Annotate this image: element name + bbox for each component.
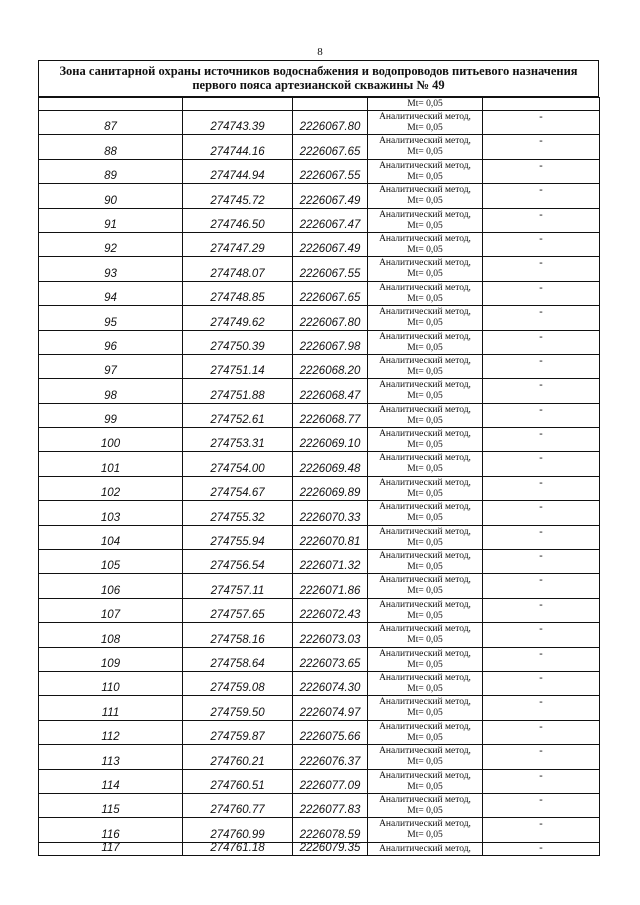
method-cell bbox=[368, 745, 483, 769]
method-accuracy: Mt= 0,05 bbox=[407, 610, 443, 621]
method-accuracy: Mt= 0,05 bbox=[407, 513, 443, 524]
x-coordinate: 274757.65 bbox=[183, 598, 293, 622]
method-accuracy: Mt= 0,05 bbox=[407, 586, 443, 597]
y-coordinate: 2226067.49 bbox=[293, 184, 368, 208]
y-coordinate: 2226067.65 bbox=[293, 281, 368, 305]
method-name: Аналитический метод, bbox=[379, 355, 471, 366]
method-cell bbox=[368, 184, 483, 208]
x-coordinate: 274751.88 bbox=[183, 379, 293, 403]
table-row bbox=[39, 379, 600, 403]
method-cell bbox=[368, 525, 483, 549]
x-coordinate: 274760.99 bbox=[183, 818, 293, 842]
table-row bbox=[39, 720, 600, 744]
point-number: 98 bbox=[39, 379, 183, 403]
description-dash: - bbox=[483, 111, 600, 135]
method-accuracy: Mt= 0,05 bbox=[407, 635, 443, 646]
x-coordinate: 274759.87 bbox=[183, 720, 293, 744]
method-accuracy: Mt= 0,05 bbox=[407, 318, 443, 329]
method-name: Аналитический метод, bbox=[379, 599, 471, 610]
method-cell bbox=[368, 306, 483, 330]
table-row bbox=[39, 452, 600, 476]
description-dash: - bbox=[483, 769, 600, 793]
point-number: 100 bbox=[39, 428, 183, 452]
description-dash: - bbox=[483, 306, 600, 330]
point-number: 89 bbox=[39, 159, 183, 183]
method-cell bbox=[368, 501, 483, 525]
y-coordinate: 2226073.65 bbox=[293, 647, 368, 671]
y-coordinate: 2226067.49 bbox=[293, 232, 368, 256]
table-row bbox=[39, 793, 600, 817]
y-coordinate: 2226067.98 bbox=[293, 330, 368, 354]
x-coordinate: 274758.64 bbox=[183, 647, 293, 671]
x-coordinate: 274756.54 bbox=[183, 550, 293, 574]
description-dash: - bbox=[483, 379, 600, 403]
table-row bbox=[39, 306, 600, 330]
y-coordinate: 2226075.66 bbox=[293, 720, 368, 744]
method-accuracy: Mt= 0,05 bbox=[407, 269, 443, 280]
table-row bbox=[39, 550, 600, 574]
method-accuracy: Mt= 0,05 bbox=[407, 757, 443, 768]
x-coordinate: 274760.21 bbox=[183, 745, 293, 769]
method-accuracy: Mt= 0,05 bbox=[407, 293, 443, 304]
point-number: 103 bbox=[39, 501, 183, 525]
method-accuracy: Mt= 0,05 bbox=[407, 123, 443, 133]
table-row bbox=[39, 769, 600, 793]
x-coordinate: 274753.31 bbox=[183, 428, 293, 452]
description-dash: - bbox=[483, 184, 600, 208]
table-row-last bbox=[39, 842, 600, 855]
x-coordinate: 274743.39 bbox=[183, 111, 293, 135]
method-accuracy: Mt= 0,05 bbox=[407, 781, 443, 792]
method-name: Аналитический метод, bbox=[379, 721, 471, 732]
x-coordinate: 274744.16 bbox=[183, 135, 293, 159]
table-row bbox=[39, 501, 600, 525]
method-name: Аналитический метод, bbox=[379, 502, 471, 513]
point-number: 87 bbox=[39, 111, 183, 135]
description-dash: - bbox=[483, 671, 600, 695]
method-accuracy: Mt= 0,05 bbox=[407, 464, 443, 475]
method-name: Аналитический метод, bbox=[379, 429, 471, 440]
method-name: Аналитический метод, bbox=[379, 404, 471, 415]
method-name: Аналитический метод, bbox=[379, 209, 471, 220]
description-dash: - bbox=[483, 550, 600, 574]
method-cell bbox=[368, 208, 483, 232]
description-dash: - bbox=[483, 696, 600, 720]
method-cell bbox=[368, 159, 483, 183]
document-sheet bbox=[38, 60, 599, 856]
method-cell bbox=[368, 818, 483, 842]
method-name: Аналитический метод, bbox=[379, 160, 471, 171]
y-coordinate: 2226069.89 bbox=[293, 476, 368, 500]
description-dash: - bbox=[483, 257, 600, 281]
method-cell bbox=[368, 281, 483, 305]
x-coordinate: 274760.51 bbox=[183, 769, 293, 793]
method-cell bbox=[368, 769, 483, 793]
table-row bbox=[39, 354, 600, 378]
description-dash: - bbox=[483, 159, 600, 183]
table-row-continued bbox=[39, 98, 600, 111]
y-coordinate: 2226071.32 bbox=[293, 550, 368, 574]
x-coordinate: 274749.62 bbox=[183, 306, 293, 330]
y-coordinate: 2226067.80 bbox=[293, 111, 368, 135]
table-row bbox=[39, 184, 600, 208]
description-dash: - bbox=[483, 598, 600, 622]
point-number: 104 bbox=[39, 525, 183, 549]
method-cell bbox=[368, 550, 483, 574]
method-accuracy: Mt= 0,05 bbox=[407, 537, 443, 548]
x-coordinate: 274761.18 bbox=[183, 842, 293, 855]
method-name: Аналитический метод, bbox=[379, 112, 471, 122]
method-cell bbox=[368, 647, 483, 671]
x-coordinate: 274759.08 bbox=[183, 671, 293, 695]
y-coordinate: 2226067.55 bbox=[293, 257, 368, 281]
description-dash: - bbox=[483, 720, 600, 744]
method-accuracy: Mt= 0,05 bbox=[407, 830, 443, 841]
method-accuracy: Mt= 0,05 bbox=[407, 147, 443, 158]
page-number: 8 bbox=[317, 46, 323, 58]
x-coordinate: 274759.50 bbox=[183, 696, 293, 720]
method-cell bbox=[368, 476, 483, 500]
description-dash: - bbox=[483, 354, 600, 378]
method-name: Аналитический метод, bbox=[379, 551, 471, 562]
point-number: 106 bbox=[39, 574, 183, 598]
table-row bbox=[39, 574, 600, 598]
method-accuracy: Mt= 0,05 bbox=[407, 805, 443, 816]
point-number: 101 bbox=[39, 452, 183, 476]
y-coordinate: 2226079.35 bbox=[293, 842, 368, 855]
method-name: Аналитический метод, bbox=[379, 307, 471, 318]
description-dash: - bbox=[483, 574, 600, 598]
method-accuracy: Mt= 0,05 bbox=[407, 488, 443, 499]
description-dash: - bbox=[483, 818, 600, 842]
method-name: Аналитический метод, bbox=[368, 842, 483, 855]
table-row bbox=[39, 476, 600, 500]
y-coordinate: 2226078.59 bbox=[293, 818, 368, 842]
x-coordinate: 274746.50 bbox=[183, 208, 293, 232]
method-accuracy: Mt= 0,05 bbox=[407, 708, 443, 719]
point-number: 113 bbox=[39, 745, 183, 769]
method-name: Аналитический метод, bbox=[379, 648, 471, 659]
x-coordinate: 274755.94 bbox=[183, 525, 293, 549]
table-row bbox=[39, 281, 600, 305]
table-row bbox=[39, 745, 600, 769]
method-name: Аналитический метод, bbox=[379, 526, 471, 537]
method-accuracy: Mt= 0,05 bbox=[407, 171, 443, 182]
table-row bbox=[39, 135, 600, 159]
description-dash: - bbox=[483, 623, 600, 647]
method-cell bbox=[368, 98, 483, 111]
point-number: 90 bbox=[39, 184, 183, 208]
method-name: Аналитический метод, bbox=[379, 233, 471, 244]
table-row bbox=[39, 257, 600, 281]
y-coordinate: 2226077.83 bbox=[293, 793, 368, 817]
table-row bbox=[39, 403, 600, 427]
method-accuracy: Mt= 0,05 bbox=[407, 415, 443, 426]
y-coordinate: 2226067.80 bbox=[293, 306, 368, 330]
description-dash: - bbox=[483, 452, 600, 476]
method-cell bbox=[368, 696, 483, 720]
title-line-1: Зона санитарной охраны источников водоснабжения и водопроводов питьевого назначения bbox=[59, 64, 578, 78]
x-coordinate: 274748.85 bbox=[183, 281, 293, 305]
table-row bbox=[39, 159, 600, 183]
method-cell bbox=[368, 330, 483, 354]
table-row bbox=[39, 696, 600, 720]
number-cell bbox=[39, 98, 183, 111]
y-coordinate: 2226077.09 bbox=[293, 769, 368, 793]
method-name: Аналитический метод, bbox=[379, 185, 471, 196]
table-row bbox=[39, 598, 600, 622]
x-coordinate: 274754.00 bbox=[183, 452, 293, 476]
table-title bbox=[38, 60, 599, 97]
method-name: Аналитический метод, bbox=[379, 331, 471, 342]
method-accuracy: Mt= 0,05 bbox=[407, 366, 443, 377]
description-dash: - bbox=[483, 501, 600, 525]
table-row bbox=[39, 671, 600, 695]
method-cell bbox=[368, 257, 483, 281]
x-coordinate: 274750.39 bbox=[183, 330, 293, 354]
point-number: 110 bbox=[39, 671, 183, 695]
y-coordinate: 2226070.81 bbox=[293, 525, 368, 549]
point-number: 102 bbox=[39, 476, 183, 500]
method-name: Аналитический метод, bbox=[379, 575, 471, 586]
y-cell bbox=[293, 98, 368, 111]
point-number: 107 bbox=[39, 598, 183, 622]
description-dash: - bbox=[483, 281, 600, 305]
x-coordinate: 274754.67 bbox=[183, 476, 293, 500]
method-accuracy: Mt= 0,05 bbox=[407, 659, 443, 670]
table-row bbox=[39, 208, 600, 232]
description-dash: - bbox=[483, 403, 600, 427]
y-coordinate: 2226074.97 bbox=[293, 696, 368, 720]
y-coordinate: 2226076.37 bbox=[293, 745, 368, 769]
table-row bbox=[39, 623, 600, 647]
y-coordinate: 2226072.43 bbox=[293, 598, 368, 622]
x-coordinate: 274755.32 bbox=[183, 501, 293, 525]
method-name: Аналитический метод, bbox=[379, 746, 471, 757]
description-dash: - bbox=[483, 232, 600, 256]
point-number: 115 bbox=[39, 793, 183, 817]
table-row bbox=[39, 525, 600, 549]
y-coordinate: 2226069.10 bbox=[293, 428, 368, 452]
description-dash: - bbox=[483, 647, 600, 671]
point-number: 105 bbox=[39, 550, 183, 574]
method-accuracy: Mt= 0,05 bbox=[407, 562, 443, 573]
point-number: 108 bbox=[39, 623, 183, 647]
method-accuracy: Mt= 0,05 bbox=[407, 244, 443, 255]
method-accuracy: Mt= 0,05 bbox=[407, 683, 443, 694]
table-row bbox=[39, 232, 600, 256]
x-coordinate: 274752.61 bbox=[183, 403, 293, 427]
method-name: Аналитический метод, bbox=[379, 819, 471, 830]
point-number: 114 bbox=[39, 769, 183, 793]
table-row bbox=[39, 111, 600, 135]
description-dash: - bbox=[483, 842, 600, 855]
method-name: Аналитический метод, bbox=[379, 282, 471, 293]
method-name: Аналитический метод, bbox=[379, 380, 471, 391]
y-coordinate: 2226068.47 bbox=[293, 379, 368, 403]
method-name: Аналитический метод, bbox=[379, 136, 471, 147]
method-accuracy: Mt= 0,05 bbox=[407, 99, 443, 109]
method-accuracy: Mt= 0,05 bbox=[407, 196, 443, 207]
description-dash: - bbox=[483, 428, 600, 452]
y-coordinate: 2226071.86 bbox=[293, 574, 368, 598]
method-cell bbox=[368, 111, 483, 135]
method-cell bbox=[368, 793, 483, 817]
description-dash: - bbox=[483, 745, 600, 769]
method-name: Аналитический метод, bbox=[379, 624, 471, 635]
point-number: 111 bbox=[39, 696, 183, 720]
y-coordinate: 2226067.47 bbox=[293, 208, 368, 232]
method-name: Аналитический метод, bbox=[379, 697, 471, 708]
description-dash: - bbox=[483, 525, 600, 549]
method-cell bbox=[368, 623, 483, 647]
point-number: 112 bbox=[39, 720, 183, 744]
y-coordinate: 2226068.20 bbox=[293, 354, 368, 378]
y-coordinate: 2226069.48 bbox=[293, 452, 368, 476]
method-cell bbox=[368, 574, 483, 598]
point-number: 117 bbox=[39, 842, 183, 855]
method-cell bbox=[368, 135, 483, 159]
description-dash: - bbox=[483, 208, 600, 232]
x-coordinate: 274745.72 bbox=[183, 184, 293, 208]
method-name: Аналитический метод, bbox=[379, 770, 471, 781]
method-cell bbox=[368, 671, 483, 695]
point-number: 99 bbox=[39, 403, 183, 427]
y-coordinate: 2226067.55 bbox=[293, 159, 368, 183]
point-number: 109 bbox=[39, 647, 183, 671]
description-dash: - bbox=[483, 793, 600, 817]
method-name: Аналитический метод, bbox=[379, 672, 471, 683]
point-number: 88 bbox=[39, 135, 183, 159]
x-coordinate: 274744.94 bbox=[183, 159, 293, 183]
description-dash: - bbox=[483, 476, 600, 500]
y-coordinate: 2226074.30 bbox=[293, 671, 368, 695]
point-number: 93 bbox=[39, 257, 183, 281]
table-row bbox=[39, 647, 600, 671]
method-accuracy: Mt= 0,05 bbox=[407, 732, 443, 743]
method-cell bbox=[368, 232, 483, 256]
point-number: 116 bbox=[39, 818, 183, 842]
title-line-2: первого пояса артезианской скважины № 49 bbox=[192, 78, 445, 92]
point-number: 91 bbox=[39, 208, 183, 232]
method-cell bbox=[368, 379, 483, 403]
method-name: Аналитический метод, bbox=[379, 794, 471, 805]
x-coordinate: 274758.16 bbox=[183, 623, 293, 647]
description-cell bbox=[483, 98, 600, 111]
method-name: Аналитический метод, bbox=[379, 477, 471, 488]
method-accuracy: Mt= 0,05 bbox=[407, 440, 443, 451]
point-number: 94 bbox=[39, 281, 183, 305]
x-coordinate: 274757.11 bbox=[183, 574, 293, 598]
x-coordinate: 274747.29 bbox=[183, 232, 293, 256]
table-row bbox=[39, 330, 600, 354]
table-row bbox=[39, 428, 600, 452]
method-cell bbox=[368, 354, 483, 378]
y-coordinate: 2226073.03 bbox=[293, 623, 368, 647]
method-cell bbox=[368, 428, 483, 452]
method-name: Аналитический метод, bbox=[379, 258, 471, 269]
method-cell bbox=[368, 720, 483, 744]
coordinates-table bbox=[38, 97, 600, 856]
description-dash: - bbox=[483, 135, 600, 159]
description-dash: - bbox=[483, 330, 600, 354]
method-accuracy: Mt= 0,05 bbox=[407, 342, 443, 353]
method-name: Аналитический метод, bbox=[379, 453, 471, 464]
point-number: 97 bbox=[39, 354, 183, 378]
method-cell bbox=[368, 598, 483, 622]
table-row bbox=[39, 818, 600, 842]
method-cell bbox=[368, 452, 483, 476]
y-coordinate: 2226070.33 bbox=[293, 501, 368, 525]
x-coordinate: 274751.14 bbox=[183, 354, 293, 378]
y-coordinate: 2226068.77 bbox=[293, 403, 368, 427]
method-accuracy: Mt= 0,05 bbox=[407, 220, 443, 231]
x-cell bbox=[183, 98, 293, 111]
method-accuracy: Mt= 0,05 bbox=[407, 391, 443, 402]
point-number: 96 bbox=[39, 330, 183, 354]
y-coordinate: 2226067.65 bbox=[293, 135, 368, 159]
x-coordinate: 274748.07 bbox=[183, 257, 293, 281]
x-coordinate: 274760.77 bbox=[183, 793, 293, 817]
point-number: 92 bbox=[39, 232, 183, 256]
method-cell bbox=[368, 403, 483, 427]
point-number: 95 bbox=[39, 306, 183, 330]
